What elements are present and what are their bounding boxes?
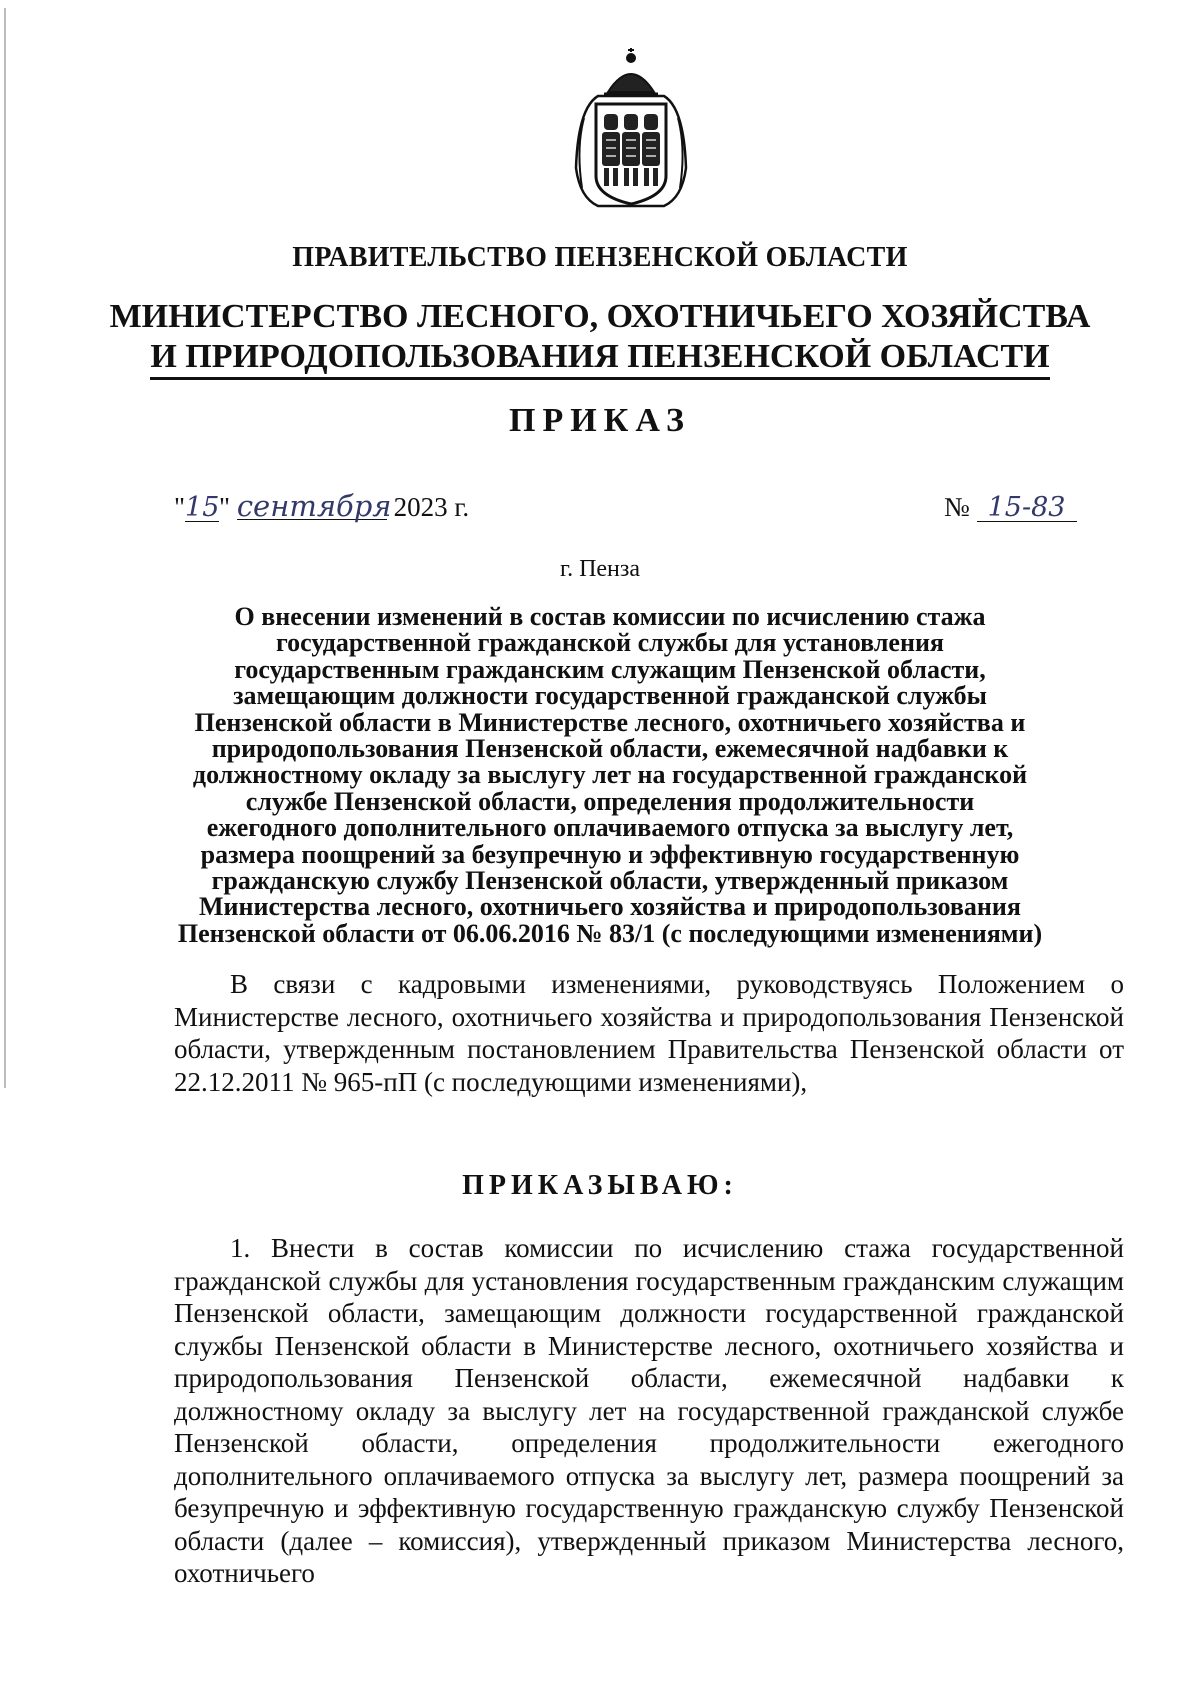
- city-name: г. Пенза: [559, 556, 641, 582]
- title-line: службе Пензенской области, определения продолжительности: [245, 786, 975, 816]
- decree-word: ПРИКАЗЫВАЮ:: [462, 1170, 738, 1201]
- title-line: размера поощрений за безупречную и эффективную государственную: [200, 839, 1020, 869]
- ministry-heading-line-2: [0, 338, 1200, 376]
- date-month-handwritten: сентября: [236, 489, 392, 523]
- ministry-heading-line-1: МИНИСТЕРСТВО ЛЕСНОГО, ОХОТНИЧЬЕГО ХОЗЯЙСТВА: [109, 298, 1091, 335]
- date-year: 2023 г.: [393, 492, 470, 522]
- title-line: государственным гражданским служащим Пензенской области,: [234, 654, 986, 684]
- title-line: государственной гражданской службы для установления: [276, 628, 944, 658]
- number-label: №: [944, 492, 970, 522]
- title-line: замещающим должности государственной гражданской службы: [233, 681, 987, 711]
- ministry-heading-line-2-text: И ПРИРОДОПОЛЬЗОВАНИЯ ПЕНЗЕНСКОЙ ОБЛАСТИ: [150, 338, 1049, 380]
- date-day-handwritten: 15: [185, 492, 220, 523]
- title-line: Пензенской области от 06.06.2016 № 83/1 (с последующими изменениями): [177, 918, 1043, 948]
- title-line: Пензенской области в Министерстве лесного, охотничьего хозяйства и: [194, 707, 1026, 737]
- order-title: [150, 604, 1070, 947]
- scan-edge-line: [4, 8, 6, 1088]
- order-date: [174, 489, 470, 523]
- title-line: О внесении изменений в состав комиссии по исчислению стажа: [234, 602, 986, 631]
- date-open-quote: ": [174, 492, 186, 522]
- order-number: [944, 492, 1077, 523]
- preamble-paragraph: В связи с кадровыми изменениями, руководствуясь Положением о Министерстве лесного, охотничьего хозяйства и природопользования Пензенской области, утвержденным постановлением Правительства Пензенской области от 22.12.2011 № 965-пП (с последующими изменениями),: [174, 969, 1124, 1097]
- title-line: Министерства лесного, охотничьего хозяйства и природопользования: [199, 892, 1021, 922]
- title-line: должностному окладу за выслугу лет на государственной гражданской: [192, 760, 1028, 790]
- title-line: ежегодного дополнительного оплачиваемого отпуска за выслугу лет,: [206, 813, 1014, 843]
- document-type-title: ПРИКАЗ: [509, 402, 691, 439]
- government-heading: ПРАВИТЕЛЬСТВО ПЕНЗЕНСКОЙ ОБЛАСТИ: [292, 242, 908, 273]
- number-value-handwritten: 15-83: [977, 495, 1077, 522]
- item-1-paragraph: 1. Внести в состав комиссии по исчислению стажа государственной гражданской службы для установления государственным гражданским служащим Пензенской области, замещающим должности государственной гражданской службы Пензенской области в Министерстве лесного, охотничьего хозяйства и природопользования Пензенской области, ежемесячной надбавки к должностному окладу за выслугу лет на государственной гражданской службе Пензенской области, определения продолжительности ежегодного дополнительного оплачиваемого отпуска за выслугу лет, размера поощрений за безупречную и эффективную государственную гражданскую службу Пензенской области (далее – комиссия), утвержденный приказом Министерства лесного, охотничьего: [174, 1233, 1124, 1588]
- coat-of-arms-emblem: [568, 48, 694, 212]
- title-line: гражданскую службу Пензенской области, утвержденный приказом: [211, 866, 1009, 896]
- date-close-quote: ": [219, 492, 231, 522]
- title-line: природопользования Пензенской области, ежемесячной надбавки к: [211, 734, 1009, 764]
